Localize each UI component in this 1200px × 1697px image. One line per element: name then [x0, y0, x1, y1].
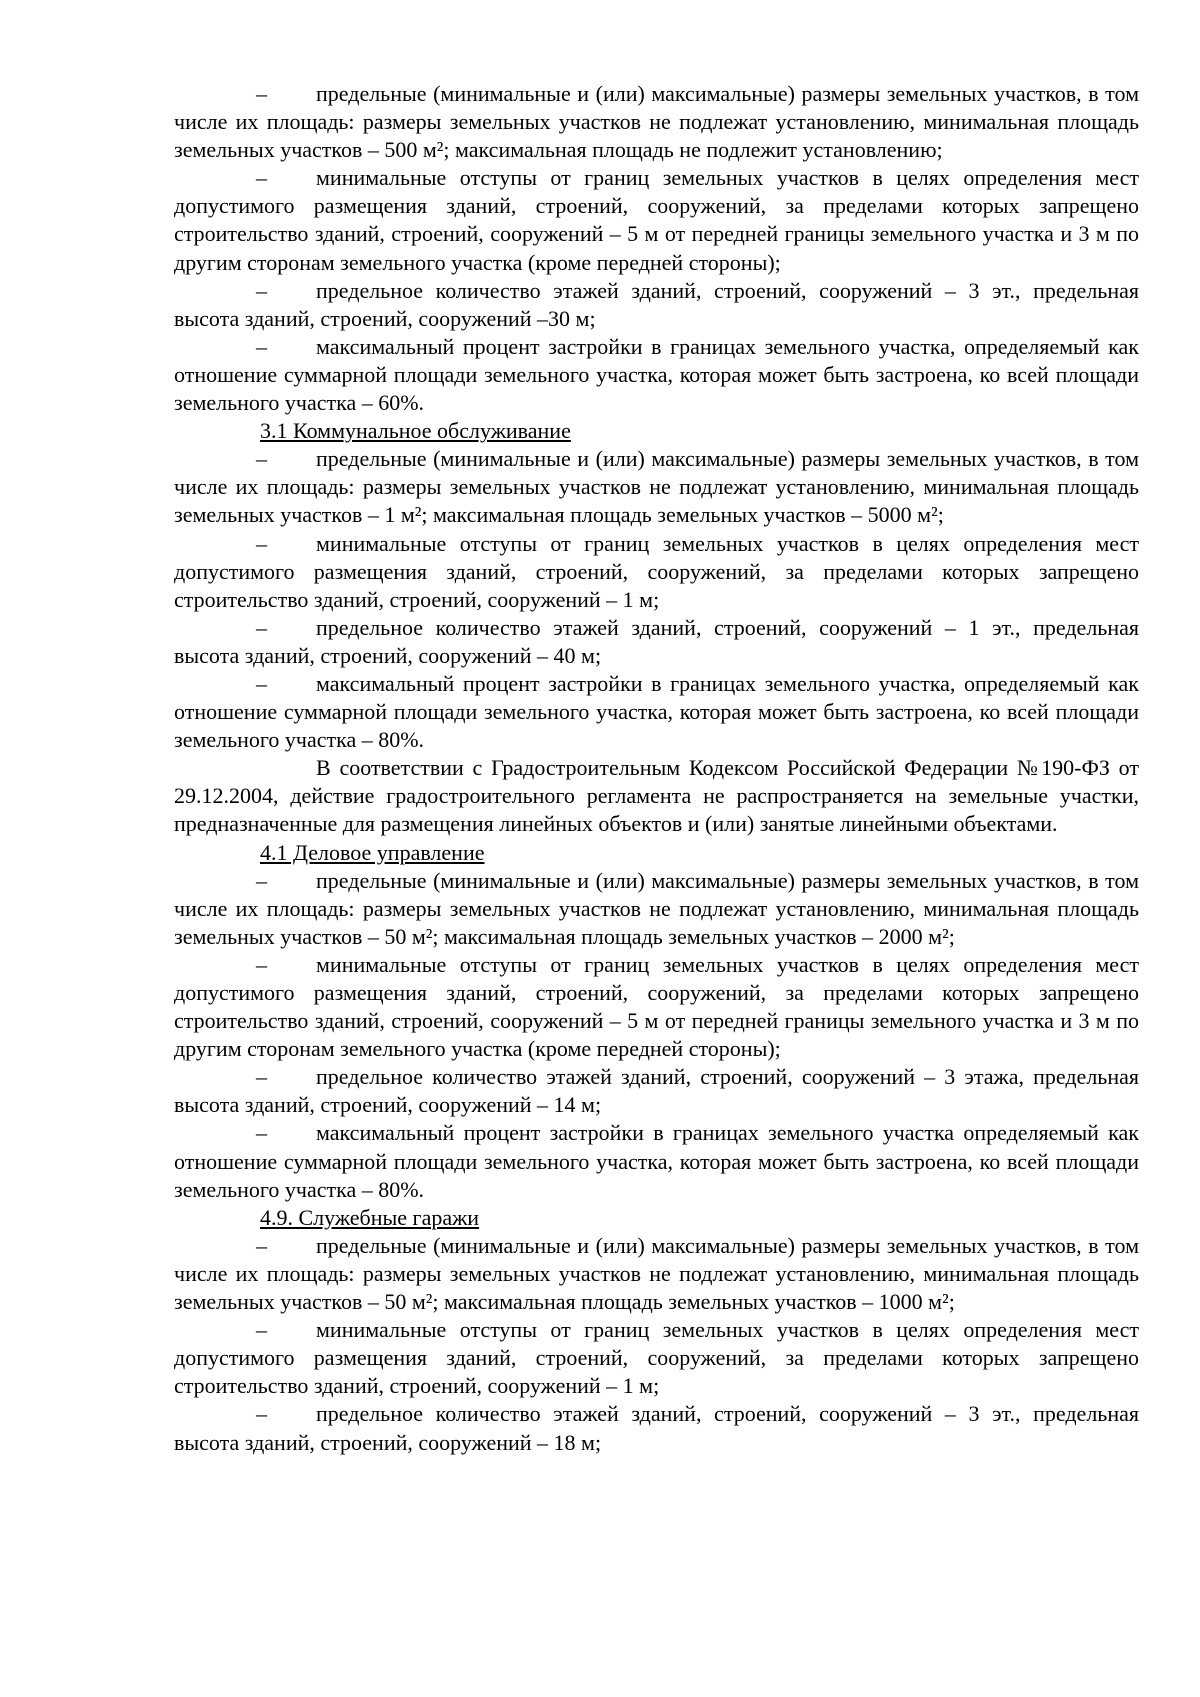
item-text: минимальные отступы от границ земельных участков в целях определения мест допустимого размещения зданий, строений, сооружений, за пределами которых запрещено строительство зданий, строений, сооружений – 1 м;: [174, 530, 1139, 612]
list-item: [174, 951, 1139, 1063]
document-page: [174, 80, 1139, 1457]
item-text: минимальные отступы от границ земельных участков в целях определения мест допустимого размещения зданий, строений, сооружений, за пределами которых запрещено строительство зданий, строений, сооружений – 1 м;: [174, 1317, 1139, 1399]
dash-marker: –: [256, 1120, 267, 1146]
dash-marker: –: [256, 165, 267, 191]
list-item: [174, 164, 1139, 276]
list-item: [174, 333, 1139, 417]
section-heading: [174, 417, 1139, 445]
list-item: [174, 530, 1139, 614]
list-item: [174, 1232, 1139, 1316]
item-text: минимальные отступы от границ земельных участков в целях определения мест допустимого размещения зданий, строений, сооружений, за пределами которых запрещено строительство зданий, строений, сооружений – 5 м от передней границы земельного участка и 3 м по другим сторонам земельного участка (кроме передней стороны);: [174, 951, 1139, 1062]
list-item: [174, 867, 1139, 951]
item-text: предельные (минимальные и (или) максимальные) размеры земельных участков, в том числе их площадь: размеры земельных участков не подлежат установлению, минимальная площадь земельных участков – 1 м²; максимальная площадь земельных участков – 5000 м²;: [174, 446, 1139, 528]
section-heading-text: 4.9. Служебные гаражи: [260, 1204, 480, 1230]
dash-marker: –: [256, 277, 267, 303]
item-text: максимальный процент застройки в границах земельного участка, определяемый как отношение суммарной площади земельного участка, которая может быть застроена, ко всей площади земельного участка – 60%.: [174, 333, 1139, 416]
item-text: предельные (минимальные и (или) максимальные) размеры земельных участков, в том числе их площадь: размеры земельных участков не подлежат установлению, минимальная площадь земельных участков – 50 м²; максимальная площадь земельных участков – 2000 м²;: [174, 867, 1139, 949]
section-heading: [174, 839, 1139, 867]
body-paragraph: В соответствии с Градостроительным Кодексом Российской Федерации №190-ФЗ от 29.12.2004, действие градостроительного регламента не распространяется на земельные участки, предназначенные для размещения линейных объектов и (или) занятые линейными объектами.: [174, 755, 1139, 837]
dash-marker: –: [256, 1401, 267, 1427]
dash-marker: –: [256, 1232, 267, 1258]
dash-marker: –: [256, 614, 267, 640]
dash-marker: –: [256, 867, 267, 893]
dash-marker: –: [256, 1317, 267, 1343]
section-heading-text: 3.1 Коммунальное обслуживание: [260, 418, 571, 444]
item-text: предельное количество этажей зданий, строений, сооружений – 3 этажа, предельная высота зданий, строений, сооружений – 14 м;: [174, 1064, 1139, 1118]
item-text: максимальный процент застройки в границах земельного участка, определяемый как отношение суммарной площади земельного участка, которая может быть застроена, ко всей площади земельного участка – 80%.: [174, 670, 1139, 753]
list-item: [174, 1316, 1139, 1400]
item-text: предельное количество этажей зданий, строений, сооружений – 3 эт., предельная высота зданий, строений, сооружений –30 м;: [174, 277, 1139, 331]
list-item: [174, 670, 1139, 754]
item-text: предельные (минимальные и (или) максимальные) размеры земельных участков, в том числе их площадь: размеры земельных участков не подлежат установлению, минимальная площадь земельных участков – 50 м²; максимальная площадь земельных участков – 1000 м²;: [174, 1232, 1139, 1315]
dash-marker: –: [256, 333, 267, 359]
list-item: [174, 1063, 1139, 1119]
dash-marker: –: [256, 530, 267, 556]
list-item: [174, 80, 1139, 164]
item-text: предельное количество этажей зданий, строений, сооружений – 3 эт., предельная высота зданий, строений, сооружений – 18 м;: [174, 1401, 1139, 1455]
dash-marker: –: [256, 81, 267, 106]
item-text: минимальные отступы от границ земельных участков в целях определения мест допустимого размещения зданий, строений, сооружений, за пределами которых запрещено строительство зданий, строений, сооружений – 5 м от передней границы земельного участка и 3 м по другим сторонам земельного участка (кроме передней стороны);: [174, 165, 1139, 275]
dash-marker: –: [256, 670, 267, 696]
list-item: [174, 277, 1139, 333]
section-heading: [174, 1204, 1139, 1232]
dash-marker: –: [256, 446, 267, 472]
section-heading-text: 4.1 Деловое управление: [260, 839, 485, 865]
list-item: [174, 614, 1139, 670]
list-item: [174, 445, 1139, 529]
item-text: предельные (минимальные и (или) максимальные) размеры земельных участков, в том числе их площадь: размеры земельных участков не подлежат установлению, минимальная площадь земельных участков – 500 м²; максимальная площадь не подлежит установлению;: [174, 81, 1139, 163]
item-text: максимальный процент застройки в границах земельного участка определяемый как отношение суммарной площади земельного участка, которая может быть застроена, ко всей площади земельного участка – 80%.: [174, 1120, 1139, 1202]
item-text: предельное количество этажей зданий, строений, сооружений – 1 эт., предельная высота зданий, строений, сооружений – 40 м;: [174, 614, 1139, 668]
dash-marker: –: [256, 1064, 267, 1090]
list-item: [174, 1400, 1139, 1456]
dash-marker: –: [256, 951, 267, 977]
list-item: [174, 1119, 1139, 1203]
